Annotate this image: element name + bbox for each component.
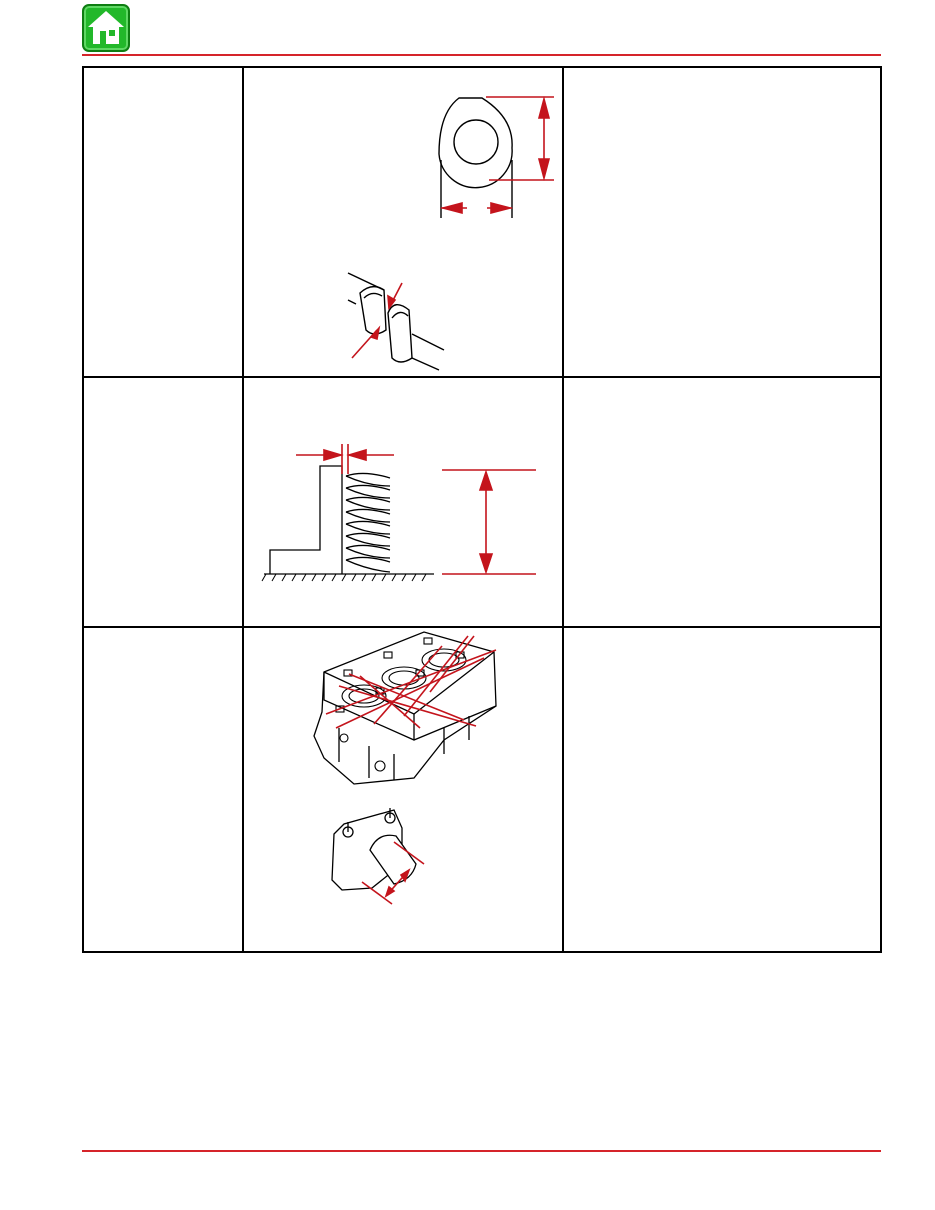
cam-lobe-figure xyxy=(244,68,562,374)
home-button[interactable] xyxy=(82,4,130,52)
figure-cell xyxy=(243,67,563,377)
table-row xyxy=(83,627,881,952)
figure-cell xyxy=(243,627,563,952)
notes-cell xyxy=(563,627,881,952)
notes-cell xyxy=(563,67,881,377)
table-row xyxy=(83,67,881,377)
table-row xyxy=(83,377,881,627)
valve-spring-squareness-figure xyxy=(244,378,562,624)
header-rule xyxy=(82,54,881,56)
footer-rule xyxy=(82,1150,881,1152)
row-label-cell xyxy=(83,627,243,952)
row-label-cell xyxy=(83,67,243,377)
home-icon xyxy=(84,6,128,50)
figure-cell xyxy=(243,377,563,627)
specification-table xyxy=(82,66,882,953)
cylinder-block-figure xyxy=(244,628,562,949)
notes-cell xyxy=(563,377,881,627)
row-label-cell xyxy=(83,377,243,627)
